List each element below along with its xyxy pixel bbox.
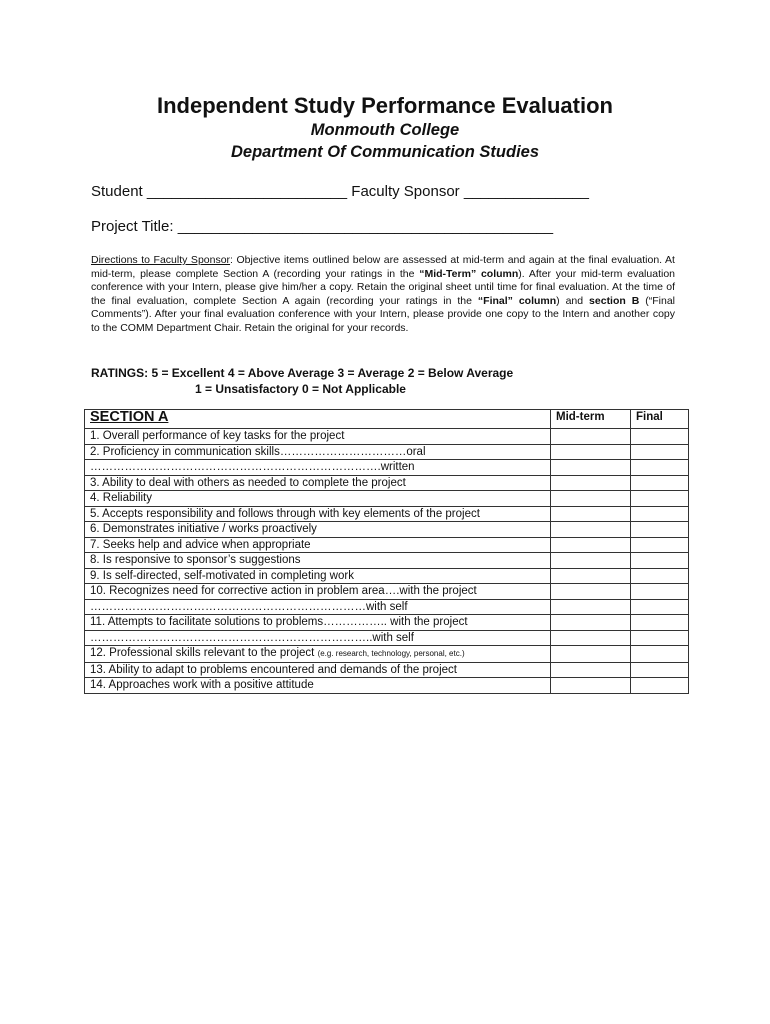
table-row [85,646,689,663]
final-cell[interactable] [631,537,689,553]
row-label: 13. Ability to adapt to problems encountered and demands of the project [85,662,551,678]
row-label: 1. Overall performance of key tasks for the project [85,429,551,445]
ratings-line-1: RATINGS: 5 = Excellent 4 = Above Average 3 = Average 2 = Below Average [91,366,514,380]
row-label [85,646,551,663]
faculty-sponsor-label: Faculty Sponsor [351,183,460,200]
row-label: 14. Approaches work with a positive attitude [85,678,551,694]
midterm-cell[interactable] [551,491,631,507]
table-row [85,460,689,476]
midterm-cell[interactable] [551,537,631,553]
department-name: Department Of Communication Studies [230,143,540,161]
evaluation-table [84,409,689,694]
row-label: 10. Recognizes need for corrective action in problem area….with the project [85,584,551,600]
midterm-cell[interactable] [551,599,631,615]
project-title-label: Project Title: [91,218,174,235]
final-cell[interactable] [631,429,689,445]
row-label: ………………………………………………………………with self [85,599,551,615]
midterm-cell[interactable] [551,506,631,522]
midterm-cell[interactable] [551,522,631,538]
directions-bold-1: “Mid-Term” column [419,267,519,280]
row-label: ………………………………………………………………….written [85,460,551,476]
directions-lead: Directions to Faculty Sponsor [91,254,231,266]
table-row [85,568,689,584]
section-a-label: SECTION A [90,409,169,425]
row-12-note: (e.g. research, technology, personal, etc.) [317,649,465,658]
final-cell[interactable] [631,553,689,569]
row-label: 9. Is self-directed, self-motivated in completing work [85,568,551,584]
midterm-cell[interactable] [551,662,631,678]
table-row [85,553,689,569]
midterm-cell[interactable] [551,678,631,694]
final-column-header: Final [631,410,689,429]
table-row [85,584,689,600]
student-sponsor-line [91,183,589,200]
document-title: Independent Study Performance Evaluation [157,93,613,118]
table-row [85,537,689,553]
row-label: 7. Seeks help and advice when appropriate [85,537,551,553]
final-cell[interactable] [631,599,689,615]
midterm-cell[interactable] [551,646,631,663]
student-label: Student [91,183,143,200]
final-cell[interactable] [631,662,689,678]
midterm-cell[interactable] [551,475,631,491]
final-cell[interactable] [631,506,689,522]
directions-bold-3: section B [589,294,640,307]
final-cell[interactable] [631,568,689,584]
midterm-cell[interactable] [551,568,631,584]
ratings-line-2: 1 = Unsatisfactory 0 = Not Applicable [195,381,406,396]
midterm-cell[interactable] [551,584,631,600]
row-label: 4. Reliability [85,491,551,507]
table-row [85,444,689,460]
row-label: 5. Accepts responsibility and follows through with key elements of the project [85,506,551,522]
table-row [85,475,689,491]
table-row [85,506,689,522]
faculty-sponsor-field[interactable]: _______________ [463,183,589,200]
table-row [85,429,689,445]
project-title-line [91,218,553,235]
final-cell[interactable] [631,475,689,491]
table-row [85,662,689,678]
final-cell[interactable] [631,615,689,631]
midterm-cell[interactable] [551,553,631,569]
college-name: Monmouth College [310,121,460,139]
row-label: 2. Proficiency in communication skills……………………………oral [85,444,551,460]
final-cell[interactable] [631,444,689,460]
final-cell[interactable] [631,584,689,600]
directions-bold-2: “Final” column [477,294,557,307]
row-label: 8. Is responsive to sponsor’s suggestions [85,553,551,569]
table-row [85,491,689,507]
directions-text-3: ) and [556,294,590,307]
final-cell[interactable] [631,460,689,476]
row-label: 3. Ability to deal with others as needed to complete the project [85,475,551,491]
midterm-cell[interactable] [551,444,631,460]
row-label: ………………………………………………………………..with self [85,630,551,646]
row-12-text: 12. Professional skills relevant to the project [90,647,318,659]
directions-text-4: (“Final Comments”). After your final evaluation conference with your Intern, please provide one copy to the Intern and another copy to the COMM Department Chair. Retain the original for your records. [91,294,676,334]
final-cell[interactable] [631,678,689,694]
final-cell[interactable] [631,646,689,663]
directions-text-1: : Objective items outlined below are assessed at mid-term and again at the final evaluation. At mid-term, please complete Section A (recording your ratings in the [91,254,675,280]
table-header-row [85,410,689,429]
midterm-cell[interactable] [551,615,631,631]
midterm-cell[interactable] [551,460,631,476]
directions-text-2: ). After your mid-term evaluation conference with your Intern, please give him/her a copy. Retain the original sheet until time for final evaluation. At the time of the final evaluation, complete Section A again (recording your ratings in the [91,267,675,307]
project-title-field[interactable]: _____________________________________________ [177,218,554,235]
table-row [85,615,689,631]
ratings-legend [91,366,513,397]
directions-paragraph [91,254,675,336]
table-row [85,630,689,646]
row-label: 11. Attempts to facilitate solutions to problems…………….. with the project [85,615,551,631]
student-field[interactable]: ________________________ [146,183,348,200]
table-row [85,678,689,694]
final-cell[interactable] [631,522,689,538]
table-row [85,522,689,538]
final-cell[interactable] [631,491,689,507]
table-row [85,599,689,615]
midterm-cell[interactable] [551,429,631,445]
final-cell[interactable] [631,630,689,646]
midterm-column-header: Mid-term [551,410,631,429]
midterm-cell[interactable] [551,630,631,646]
row-label: 6. Demonstrates initiative / works proactively [85,522,551,538]
